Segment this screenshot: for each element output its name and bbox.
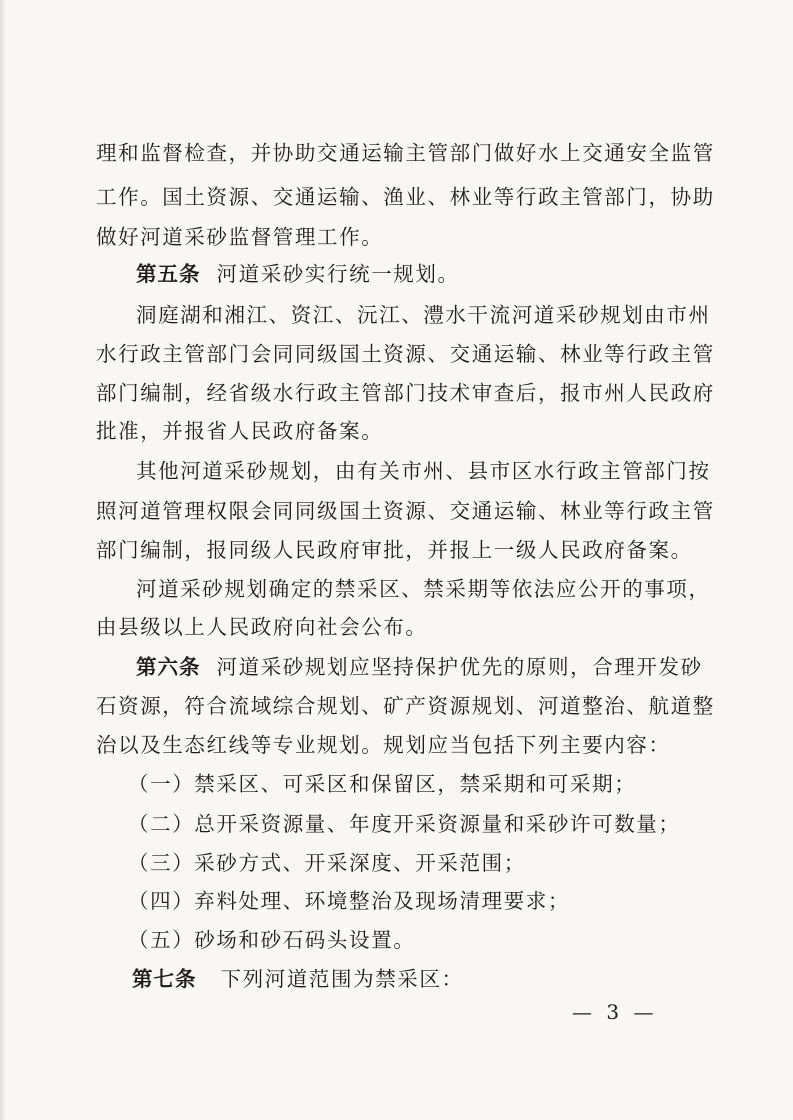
article-text: 河道采砂规划应坚持保护优先的原则，合理开发砂 [216, 655, 703, 679]
text-line: 石资源，符合流域综合规划、矿产资源规划、河道整治、航道整 [96, 694, 715, 718]
text-line: 洞庭湖和湘江、资江、沅江、澧水干流河道采砂规划由市州 [136, 303, 711, 327]
text-line: 部门编制，报同级人民政府审批，并报上一级人民政府备案。 [96, 538, 693, 562]
text-line: 照河道管理权限会同同级国土资源、交通运输、林业等行政主管 [96, 499, 715, 523]
list-item: （一）禁采区、可采区和保留区，禁采期和可采期； [128, 772, 637, 796]
text-line: 其他河道采砂规划，由有关市州、县市区水行政主管部门按 [136, 459, 711, 483]
list-item: （二）总开采资源量、年度开采资源量和采砂许可数量； [128, 812, 681, 836]
scan-edge [0, 0, 6, 1120]
list-item: （五）砂场和砂石码头设置。 [128, 928, 416, 952]
text-line: 治以及生态红线等专业规划。规划应当包括下列主要内容： [96, 733, 671, 757]
text-line: 批准，并报省人民政府备案。 [96, 419, 384, 443]
text-line: 做好河道采砂监督管理工作。 [96, 225, 384, 249]
text-line: 水行政主管部门会同同级国土资源、交通运输、林业等行政主管 [96, 342, 715, 366]
article-text: 下列河道范围为禁采区： [220, 967, 464, 991]
text-line: 部门编制，经省级水行政主管部门技术审查后，报市州人民政府 [96, 381, 715, 405]
article-7 [132, 964, 696, 994]
page-number: — 3 — [572, 1000, 658, 1024]
article-label: 第五条 [136, 262, 201, 286]
article-5 [136, 259, 696, 289]
list-item: （四）弃料处理、环境整治及现场清理要求； [128, 889, 570, 913]
article-label: 第七条 [132, 967, 197, 991]
text-line: 理和监督检查，并协助交通运输主管部门做好水上交通安全监管 [96, 141, 715, 165]
article-6 [136, 652, 703, 682]
text-line: 由县级以上人民政府向社会公布。 [96, 615, 428, 639]
article-text: 河道采砂实行统一规划。 [216, 262, 460, 286]
text-line: 河道采砂规划确定的禁采区、禁采期等依法应公开的事项， [136, 577, 711, 601]
text-line: 工作。国土资源、交通运输、渔业、林业等行政主管部门，协助 [96, 185, 715, 209]
article-label: 第六条 [136, 655, 201, 679]
list-item: （三）采砂方式、开采深度、开采范围； [128, 851, 526, 875]
